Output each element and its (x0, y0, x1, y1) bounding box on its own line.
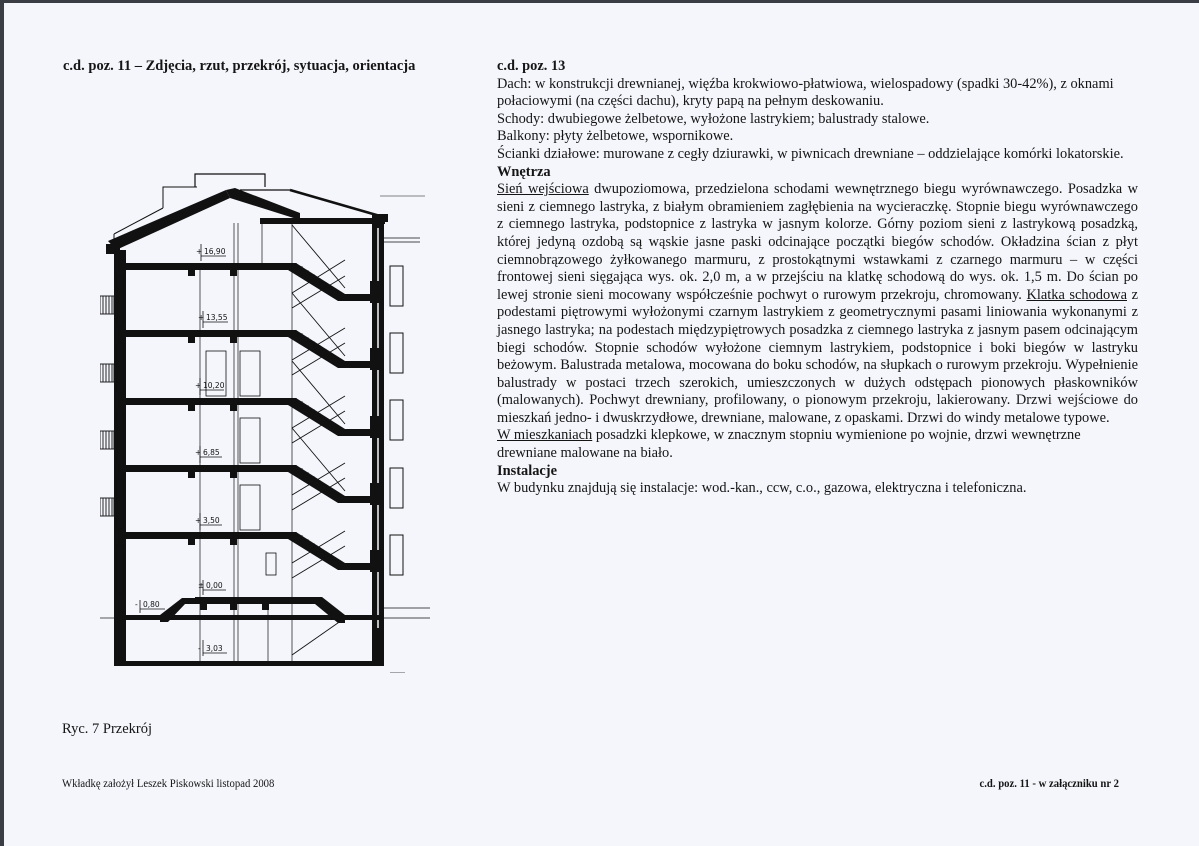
left-heading: c.d. poz. 11 – Zdjęcia, rzut, przekrój, sytuacja, orientacja (63, 58, 416, 74)
level-label: 3,03 (206, 644, 223, 653)
staircase-text: z podestami piętrowymi wyłożonymi czarnym lastrykiem z geometrycznymi pasami liniowania wykonanymi z jasnego lastryka; na podestach międzypiętrowych posadzka z ciemnego lastryka z jasnym pasem odcinającym biegi schodów. Stopnie schodów wyłożone ciemnym lastrykiem, podstopnice i boki biegów w lastryku beżowym. Balustrada metalowa, mocowana do boku schodów, na słupkach o rurowym przekroju. Wypełnienie balustrady w postaci trzech szerokich, umieszczonych w dużych odstępach pionowych płaskowników (malowanych). Pochwyt drewniany, profilowany, o pionowym przekroju, lakierowany. Drzwi wejściowe do mieszkań jedno- i dwuskrzydłowe, drewniane, malowane, z opaskami. Drzwi do windy metalowe typowe. (497, 286, 1138, 426)
scan-border-top (0, 0, 1199, 3)
installations-paragraph: W budynku znajdują się instalacje: wod.-kan., ccw, c.o., gazowa, elektryczna i telefoniczna. (497, 480, 1027, 497)
apartments-paragraph (497, 427, 1138, 462)
level-sign: - (135, 600, 138, 609)
hall-text: dwupoziomowa, przedzielona schodami wewnętrznego biegu wyrównawczego. Posadzka w sieni z ciemnego lastryka, z białym obramieniem zagłębienia na wycieraczkę. Stopnie biegu wyrównawczego z ciemnego lastryka, podstopnice z lastryka w jasnym kolorze. Górny poziom sieni z lastrykową posadzką, której jedyną ozdobą są wąskie jasne paski odcinające początki biegów schodów. Okładzina ścian z płyt ciemnobrązowego żyłkowanego marmuru, z prostokątnymi wstawkami z czarnego marmuru – w części frontowej sieni sięgająca wys. ok. 2,0 m, a w przejściu na klatkę schodową do wys. ok. 1,5 m. Do ścian po lewej stronie sieni mocowany współcześnie pochwyt o rurowym przekroju, chromowany. (497, 181, 1138, 303)
installations-heading: Instalacje (497, 462, 557, 479)
section-title: c.d. poz. 13 (497, 58, 566, 74)
hall-label: Sień wejściowa (497, 181, 589, 198)
scan-border-left (0, 0, 4, 846)
description-column (497, 58, 1138, 498)
apartments-label: W mieszkaniach (497, 427, 593, 444)
level-label: 6,85 (203, 448, 220, 457)
figure-caption: Ryc. 7 Przekrój (62, 721, 153, 737)
level-label: 13,55 (206, 313, 228, 322)
level-label: 16,90 (204, 247, 226, 256)
apartments-text: posadzki klepkowe, w znacznym stopniu wymienione po wojnie, drzwi wewnętrzne drewniane malowane na biało. (497, 427, 1081, 462)
level-label: 3,50 (203, 516, 220, 525)
roof-paragraph: Dach: w konstrukcji drewnianej, więźba krokwiowo-płatwiowa, wielospadowy (spadki 30-42%), z oknami połaciowymi (na części dachu), kryty papą na pełnym deskowaniu. (497, 75, 1114, 110)
walls-paragraph: Ścianki działowe: murowane z cegły dziurawki, w piwnicach drewniane – oddzielające komórki lokatorskie. (497, 145, 1124, 162)
level-sign: - (198, 644, 201, 653)
balconies-paragraph: Balkony: płyty żelbetowe, wspornikowe. (497, 128, 734, 145)
level-label: 0,00 (206, 581, 223, 590)
level-sign: + (195, 516, 202, 525)
level-sign: + (198, 313, 205, 322)
interiors-heading: Wnętrza (497, 163, 551, 180)
level-sign: ± (198, 581, 205, 590)
level-sign: + (195, 381, 202, 390)
footer-author: Wkładkę założył Leszek Piskowski listopad 2008 (62, 778, 275, 790)
stairs-paragraph: Schody: dwubiegowe żelbetowe, wyłożone lastrykiem; balustrady stalowe. (497, 110, 930, 127)
staircase-label: Klatka schodowa (1026, 286, 1127, 303)
level-label: 0,80 (143, 600, 160, 609)
interiors-paragraph (497, 181, 1138, 427)
footer-reference: c.d. poz. 11 - w załączniku nr 2 (979, 778, 1119, 790)
building-cross-section-drawing (100, 168, 440, 673)
level-sign: + (195, 448, 202, 457)
level-label: 10,20 (203, 381, 225, 390)
level-sign: + (196, 247, 203, 256)
